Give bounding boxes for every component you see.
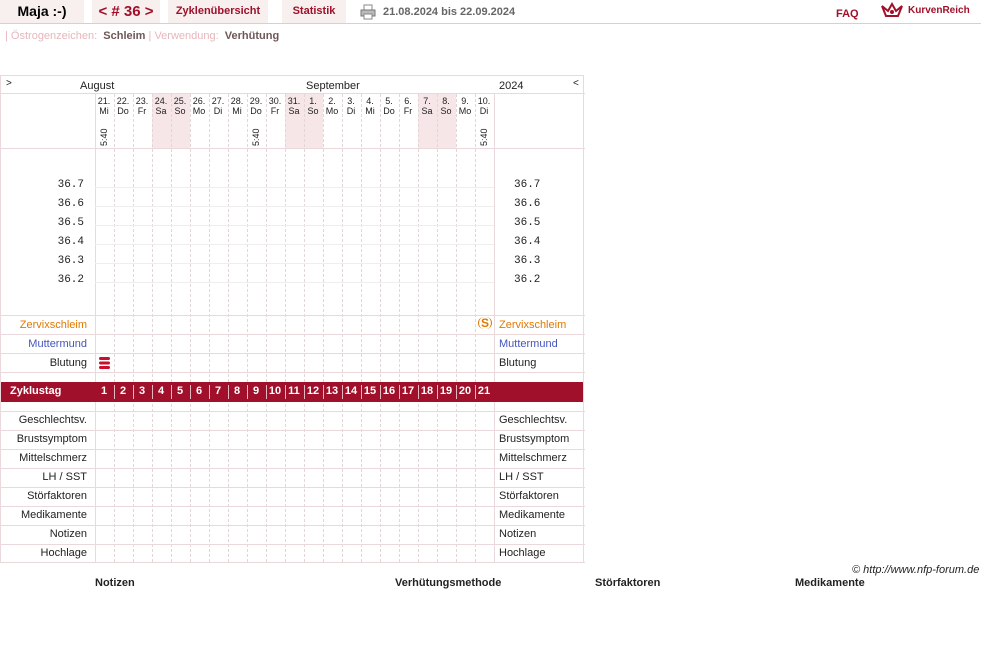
temp-axis-label: 36.3 — [514, 255, 541, 267]
day-column-line — [114, 94, 115, 562]
day-date: 27. — [211, 96, 225, 106]
printer-icon[interactable] — [360, 4, 376, 20]
row-divider — [1, 449, 585, 450]
day-date: 7. — [423, 96, 431, 106]
day-date: 24. — [154, 96, 168, 106]
bleeding-icon — [99, 357, 110, 369]
year-label: 2024 — [499, 80, 524, 92]
use-label: Verwendung: — [154, 30, 219, 42]
header-divider — [0, 23, 981, 24]
temp-gridline — [95, 187, 494, 188]
cycle-day-divider — [380, 385, 381, 399]
row-label-mittelschmerz: Mittelschmerz — [19, 452, 87, 464]
cycle-day-number[interactable]: 7 — [214, 385, 222, 397]
cycle-day-number[interactable]: 8 — [233, 385, 241, 397]
row-divider — [1, 353, 585, 354]
cycle-day-number[interactable]: 17 — [401, 385, 415, 397]
row-label-right-zervixschleim: Zervixschleim — [499, 319, 567, 331]
day-date: 21. — [97, 96, 111, 106]
temp-axis-label: 36.6 — [514, 198, 541, 210]
cycle-day-divider — [304, 385, 305, 399]
row-label-right-notizen: Notizen — [499, 528, 537, 540]
cycle-day-number[interactable]: 13 — [325, 385, 339, 397]
measure-time: 5:40 — [479, 128, 489, 146]
day-column-line — [475, 94, 476, 562]
row-divider — [1, 487, 585, 488]
temp-gridline — [95, 206, 494, 207]
day-header — [228, 96, 246, 116]
cycle-day-divider — [266, 385, 267, 399]
day-header — [285, 96, 303, 116]
temp-gridline — [95, 282, 494, 283]
disturbances-heading: Störfaktoren — [595, 577, 661, 589]
row-label-right-strfaktoren: Störfaktoren — [499, 490, 559, 502]
cycle-day-number[interactable]: 3 — [138, 385, 146, 397]
day-header — [418, 96, 436, 116]
row-label-strfaktoren: Störfaktoren — [27, 490, 87, 502]
day-header — [456, 96, 474, 116]
temp-gridline — [95, 263, 494, 264]
day-header — [380, 96, 398, 116]
day-column-line — [152, 94, 153, 562]
day-header — [266, 96, 284, 116]
cycle-day-number[interactable]: 14 — [344, 385, 358, 397]
day-header — [209, 96, 227, 116]
day-date: 22. — [116, 96, 130, 106]
row-divider — [1, 525, 585, 526]
cycle-day-number[interactable]: 16 — [382, 385, 396, 397]
day-column-line — [266, 94, 267, 562]
day-column-line — [304, 94, 305, 562]
day-weekday: So — [440, 106, 452, 116]
day-date: 25. — [173, 96, 187, 106]
day-header — [304, 96, 322, 116]
day-column-line — [190, 94, 191, 562]
day-weekday: Mo — [458, 106, 472, 116]
temp-axis-label: 36.7 — [57, 179, 84, 191]
separator: | — [148, 30, 152, 42]
cycle-owner-title — [0, 0, 84, 23]
temp-axis-label: 36.7 — [514, 179, 541, 191]
day-date: 28. — [230, 96, 244, 106]
day-header — [247, 96, 265, 116]
day-date: 1. — [309, 96, 317, 106]
row-divider — [1, 430, 585, 431]
cycle-day-divider — [247, 385, 248, 399]
day-column-line — [323, 94, 324, 562]
cycle-day-divider — [285, 385, 286, 399]
row-label-medikamente: Medikamente — [20, 509, 87, 521]
temp-gridline — [95, 225, 494, 226]
cycle-day-divider — [361, 385, 362, 399]
day-column-line — [133, 94, 134, 562]
day-date: 3. — [347, 96, 355, 106]
temp-axis-label: 36.5 — [514, 217, 541, 229]
day-weekday: Mi — [99, 106, 109, 116]
day-weekday: Fr — [403, 106, 413, 116]
row-divider — [1, 148, 585, 149]
temp-axis-label: 36.4 — [514, 236, 541, 248]
temp-axis-label: 36.5 — [57, 217, 84, 229]
cycle-day-divider — [323, 385, 324, 399]
zyklustag-bar — [1, 382, 583, 402]
day-column-line — [380, 94, 381, 562]
cycle-day-divider — [133, 385, 134, 399]
cycle-day-divider — [456, 385, 457, 399]
row-label-right-brustsymptom: Brustsymptom — [499, 433, 570, 445]
day-header — [190, 96, 208, 116]
row-divider — [1, 562, 585, 563]
row-label-right-medikamente: Medikamente — [499, 509, 566, 521]
day-column-line — [399, 94, 400, 562]
day-weekday: Di — [346, 106, 356, 116]
cycle-day-number[interactable]: 12 — [306, 385, 320, 397]
row-label-hochlage: Hochlage — [40, 547, 87, 559]
cycle-day-number[interactable]: 6 — [195, 385, 203, 397]
row-divider — [1, 372, 585, 373]
day-header — [323, 96, 341, 116]
day-column-line — [285, 94, 286, 562]
day-weekday: Mo — [325, 106, 339, 116]
cycle-day-number[interactable]: 21 — [477, 385, 491, 397]
row-label-brustsymptom: Brustsymptom — [16, 433, 87, 445]
day-header — [399, 96, 417, 116]
day-date: 2. — [328, 96, 336, 106]
copyright-link[interactable]: © http://www.nfp-forum.de — [852, 564, 980, 576]
day-column-line — [437, 94, 438, 562]
nav-prev-button[interactable]: > — [6, 78, 12, 89]
tab-zyklenuebersicht[interactable]: Zyklenübersicht — [168, 0, 268, 23]
cycle-day-divider — [228, 385, 229, 399]
day-column-line — [228, 94, 229, 562]
cycle-day-number[interactable]: 2 — [119, 385, 127, 397]
day-date: 4. — [366, 96, 374, 106]
cycle-day-divider — [171, 385, 172, 399]
day-weekday: Di — [479, 106, 489, 116]
faq-link[interactable]: FAQ — [836, 8, 859, 20]
day-weekday: Do — [383, 106, 395, 116]
day-column-line — [209, 94, 210, 562]
cycle-day-number[interactable]: 15 — [363, 385, 377, 397]
day-header — [95, 96, 113, 116]
cycle-day-number[interactable]: 11 — [288, 385, 300, 397]
separator: | — [5, 30, 8, 42]
day-header — [437, 96, 455, 116]
temp-axis-label: 36.4 — [57, 236, 84, 248]
day-weekday: Di — [213, 106, 223, 116]
day-date: 8. — [442, 96, 450, 106]
tab-statistik[interactable]: Statistik — [282, 0, 346, 23]
cycle-info-line — [5, 30, 279, 42]
cycle-day-divider — [475, 385, 476, 399]
cycle-day-divider — [342, 385, 343, 399]
day-date: 31. — [287, 96, 301, 106]
row-label-right-hochlage: Hochlage — [499, 547, 546, 559]
title-text: Maja :-) — [17, 3, 67, 19]
cycle-chart — [0, 75, 584, 563]
temp-gridline — [95, 244, 494, 245]
cycle-day-divider — [190, 385, 191, 399]
cycle-day-number[interactable]: 4 — [157, 385, 165, 397]
row-divider — [1, 468, 585, 469]
day-date: 5. — [385, 96, 393, 106]
day-weekday: Fr — [137, 106, 147, 116]
day-header — [342, 96, 360, 116]
brand-name[interactable]: KurvenReich — [908, 5, 970, 16]
temp-axis-label: 36.6 — [57, 198, 84, 210]
day-column-line — [494, 94, 495, 562]
day-header — [133, 96, 151, 116]
row-label-right-mittelschmerz: Mittelschmerz — [499, 452, 567, 464]
kurvenreich-logo-icon[interactable] — [880, 2, 904, 20]
day-header — [171, 96, 189, 116]
row-divider — [1, 411, 585, 412]
nav-next-button[interactable]: < — [573, 78, 579, 89]
row-label-right-blutung: Blutung — [499, 357, 537, 369]
day-weekday: Sa — [421, 106, 433, 116]
day-weekday: Do — [250, 106, 262, 116]
notes-heading: Notizen — [95, 577, 135, 589]
cycle-navigation[interactable]: < # 36 > — [92, 0, 160, 23]
cycle-day-divider — [114, 385, 115, 399]
row-label-blutung: Blutung — [49, 357, 87, 369]
day-date: 23. — [135, 96, 149, 106]
day-weekday: Do — [117, 106, 129, 116]
row-divider — [1, 544, 585, 545]
day-weekday: Sa — [155, 106, 167, 116]
month-august: August — [80, 80, 115, 92]
row-label-notizen: Notizen — [49, 528, 87, 540]
day-header — [152, 96, 170, 116]
day-weekday: So — [174, 106, 186, 116]
cycle-day-number[interactable]: 10 — [268, 385, 282, 397]
row-divider — [1, 334, 585, 335]
cycle-day-divider — [437, 385, 438, 399]
cycle-day-divider — [399, 385, 400, 399]
row-divider — [1, 315, 585, 316]
day-weekday: Mi — [232, 106, 242, 116]
day-column-line — [361, 94, 362, 562]
day-column-line — [456, 94, 457, 562]
use-value: Verhütung — [224, 30, 280, 42]
day-date: 9. — [461, 96, 469, 106]
row-divider — [1, 506, 585, 507]
day-date: 10. — [477, 96, 491, 106]
cycle-day-divider — [418, 385, 419, 399]
day-weekday: So — [307, 106, 319, 116]
mucus-s-marker-icon: S — [478, 317, 492, 329]
temp-axis-label: 36.2 — [57, 274, 84, 286]
estrogen-label: Östrogenzeichen: — [10, 30, 98, 42]
estrogen-value: Schleim — [103, 30, 146, 42]
day-date: 29. — [249, 96, 263, 106]
day-column-line — [342, 94, 343, 562]
day-weekday: Fr — [270, 106, 280, 116]
temp-axis-label: 36.2 — [514, 274, 541, 286]
cycle-day-number[interactable]: 20 — [458, 385, 472, 397]
zyklustag-label: Zyklustag — [10, 385, 62, 397]
month-september: September — [306, 80, 360, 92]
row-label-zervixschleim: Zervixschleim — [19, 319, 87, 331]
row-divider — [1, 93, 585, 94]
cycle-day-divider — [209, 385, 210, 399]
cycle-day-number[interactable]: 9 — [252, 385, 260, 397]
day-column-line — [171, 94, 172, 562]
measure-time: 5:40 — [99, 128, 109, 146]
day-column-line — [418, 94, 419, 562]
cycle-day-number[interactable]: 18 — [420, 385, 434, 397]
temp-axis-label: 36.3 — [57, 255, 84, 267]
row-label-right-muttermund: Muttermund — [499, 338, 558, 350]
row-label-right-lhsst: LH / SST — [499, 471, 544, 483]
day-header — [114, 96, 132, 116]
day-weekday: Mi — [365, 106, 375, 116]
cycle-day-number[interactable]: 19 — [439, 385, 453, 397]
cycle-day-number[interactable]: 5 — [176, 385, 184, 397]
day-date: 6. — [404, 96, 412, 106]
row-label-right-geschlechtsv: Geschlechtsv. — [499, 414, 568, 426]
day-weekday: Sa — [288, 106, 300, 116]
row-label-lhsst: LH / SST — [42, 471, 87, 483]
row-label-geschlechtsv: Geschlechtsv. — [18, 414, 87, 426]
day-weekday: Mo — [192, 106, 206, 116]
day-header — [361, 96, 379, 116]
date-range: 21.08.2024 bis 22.09.2024 — [383, 6, 516, 18]
day-column-line — [247, 94, 248, 562]
medications-heading: Medikamente — [795, 577, 865, 589]
cycle-day-number[interactable]: 1 — [100, 385, 108, 397]
day-date: 26. — [192, 96, 206, 106]
cycle-day-divider — [152, 385, 153, 399]
measure-time: 5:40 — [251, 128, 261, 146]
day-column-line — [95, 94, 96, 562]
method-heading: Verhütungsmethode — [395, 577, 502, 589]
day-header — [475, 96, 493, 116]
row-label-muttermund: Muttermund — [28, 338, 87, 350]
day-date: 30. — [268, 96, 282, 106]
